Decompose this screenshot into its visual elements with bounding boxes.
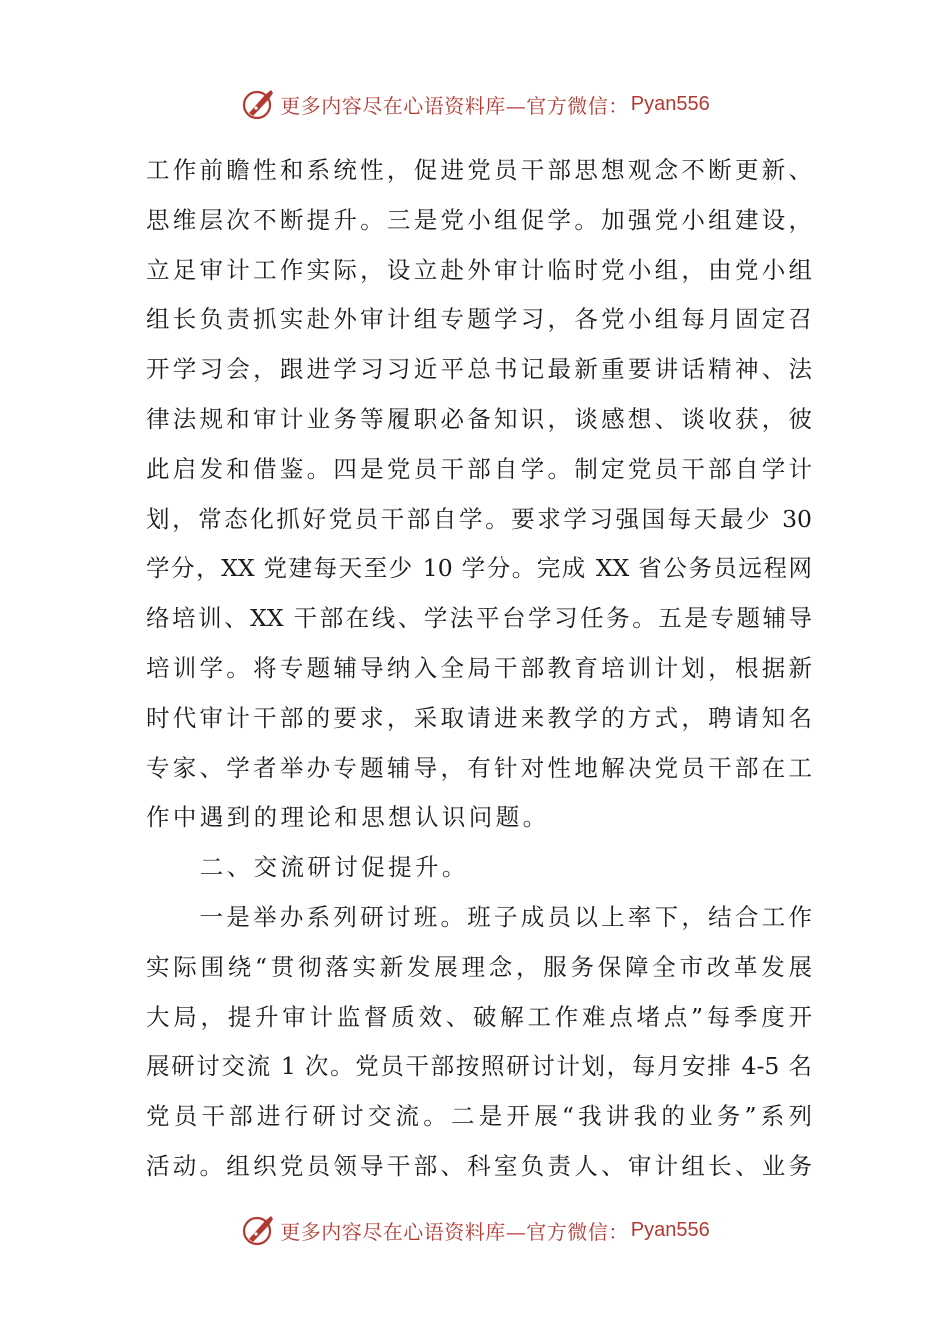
body-line: 工作前瞻性和系统性，促进党员干部思想观念不断更新、 [146, 156, 812, 184]
body-line: 律法规和审计业务等履职必备知识，谈感想、谈收获，彼 [146, 404, 812, 433]
pen-nib-circle-icon [240, 86, 276, 122]
body-line: 活动。组织党员领导干部、科室负责人、审计组长、业务 [146, 1151, 812, 1180]
body-line: 培训学。将专题辅导纳入全局干部教育培训计划，根据新 [146, 653, 812, 682]
footer-banner-text: 更多内容尽在心语资料库—官方微信： [280, 1219, 629, 1244]
body-line: 大局，提升审计监督质效、破解工作难点堵点”每季度开 [146, 1002, 812, 1031]
body-line: 思维层次不断提升。三是党小组促学。加强党小组建设， [146, 205, 812, 234]
pen-nib-circle-icon [240, 1212, 276, 1248]
section-heading: 二、交流研讨促提升。 [146, 853, 469, 882]
body-line: 立足审计工作实际，设立赴外审计临时党小组，由党小组 [146, 255, 812, 284]
footer-wechat-id: Pyan556 [630, 1218, 710, 1241]
body-line: 划，常态化抓好党员干部自学。要求学习强国每天最少 30 [146, 504, 812, 533]
header-banner [0, 84, 950, 124]
body-line: 此启发和借鉴。四是党员干部自学。制定党员干部自学计 [146, 454, 812, 483]
header-banner-text: 更多内容尽在心语资料库—官方微信： [280, 93, 629, 118]
header-wechat-id: Pyan556 [630, 92, 710, 115]
body-line: 展研讨交流 1 次。党员干部按照研讨计划，每月安排 4-5 名 [146, 1052, 812, 1081]
body-line: 开学习会，跟进学习习近平总书记最新重要讲话精神、法 [146, 355, 812, 384]
body-line: 组长负责抓实赴外审计组专题学习，各党小组每月固定召 [146, 305, 812, 334]
body-line: 党员干部进行研讨交流。二是开展“我讲我的业务”系列 [146, 1102, 812, 1131]
body-line: 络培训、XX 干部在线、学法平台学习任务。五是专题辅导 [146, 604, 812, 633]
body-line: 一是举办系列研讨班。班子成员以上率下，结合工作 [146, 902, 812, 931]
body-line: 专家、学者举办专题辅导，有针对性地解决党员干部在工 [146, 753, 812, 782]
document-body [146, 146, 812, 1192]
body-line: 学分，XX 党建每天至少 10 学分。完成 XX 省公务员远程网 [146, 554, 812, 583]
body-line: 时代审计干部的要求，采取请进来教学的方式，聘请知名 [146, 703, 812, 732]
body-line: 作中遇到的理论和思想认识问题。 [146, 803, 550, 832]
footer-banner [0, 1210, 950, 1250]
body-line: 实际围绕“贯彻落实新发展理念，服务保障全市改革发展 [146, 952, 812, 981]
